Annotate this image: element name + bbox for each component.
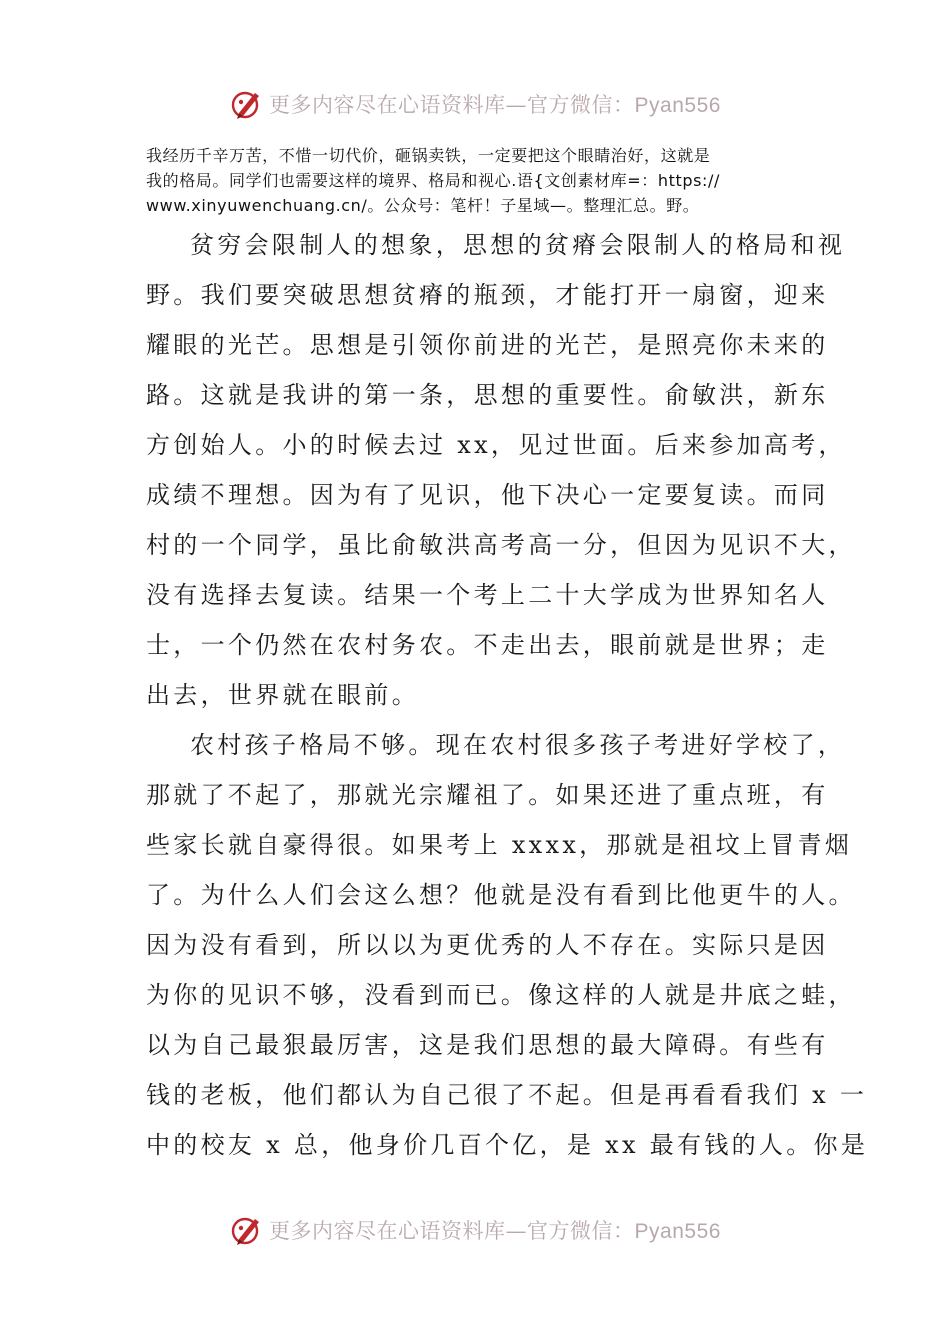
pen-logo-icon [229, 86, 265, 122]
paragraph-1 [146, 220, 856, 720]
text-line: 士，一个仍然在农村务农。不走出去，眼前就是世界；走 [146, 631, 829, 659]
text-line: 出去，世界就在眼前。 [146, 681, 419, 709]
text-line: 因为没有看到，所以以为更优秀的人不存在。实际只是因 [146, 931, 829, 959]
banner-wechat-id: Pyan556 [634, 94, 721, 117]
banner-separator: — [505, 93, 528, 117]
intro-line: www.xinyuwenchuang.cn/。公众号：笔杆！子星域—。整理汇总。野。 [146, 196, 700, 215]
text-line: 以为自己最狠最厉害，这是我们思想的最大障碍。有些有 [146, 1031, 829, 1059]
document-body [146, 220, 869, 1170]
banner-wechat-id: Pyan556 [634, 1220, 721, 1243]
text-line: 那就了不起了，那就光宗耀祖了。如果还进了重点班，有 [146, 781, 829, 809]
text-line: 中的校友 x 总，他身价几百个亿，是 xx 最有钱的人。你是 [146, 1131, 869, 1159]
text-line: 钱的老板，他们都认为自己很了不起。但是再看看我们 x 一 [146, 1081, 868, 1109]
pen-logo-icon [229, 1212, 265, 1248]
header-banner-text [269, 89, 721, 119]
intro-line: 我的格局。同学们也需要这样的境界、格局和视心.语{文创素材库=：https:// [146, 171, 721, 190]
banner-site-name: 更多内容尽在心语资料库 [269, 1219, 506, 1243]
header-banner [0, 84, 950, 124]
text-line: 贫穷会限制人的想象，思想的贫瘠会限制人的格局和视 [190, 231, 846, 259]
text-line: 村的一个同学，虽比俞敏洪高考高一分，但因为见识不大， [146, 531, 856, 559]
footer-banner-text [269, 1215, 721, 1245]
banner-wechat-label: 官方微信： [527, 93, 635, 117]
text-line: 些家长就自豪得很。如果考上 xxxx，那就是祖坟上冒青烟 [146, 831, 853, 859]
banner-separator: — [505, 1219, 528, 1243]
text-line: 成绩不理想。因为有了见识，他下决心一定要复读。而同 [146, 481, 829, 509]
text-line: 耀眼的光芒。思想是引领你前进的光芒，是照亮你未来的 [146, 331, 829, 359]
text-line: 野。我们要突破思想贫瘠的瓶颈，才能打开一扇窗，迎来 [146, 281, 829, 309]
text-line: 方创始人。小的时候去过 xx，见过世面。后来参加高考， [146, 431, 846, 459]
text-line: 为你的见识不够，没看到而已。像这样的人就是井底之蛙， [146, 981, 856, 1009]
text-line: 没有选择去复读。结果一个考上二十大学成为世界知名人 [146, 581, 829, 609]
intro-text [146, 143, 806, 218]
text-line: 了。为什么人们会这么想？他就是没有看到比他更牛的人。 [146, 881, 856, 909]
banner-wechat-label: 官方微信： [527, 1219, 635, 1243]
banner-site-name: 更多内容尽在心语资料库 [269, 93, 506, 117]
text-line: 路。这就是我讲的第一条，思想的重要性。俞敏洪，新东 [146, 381, 829, 409]
footer-banner [0, 1210, 950, 1250]
intro-line: 我经历千辛万苦，不惜一切代价，砸锅卖铁，一定要把这个眼睛治好，这就是 [146, 146, 711, 165]
paragraph-2 [146, 720, 869, 1170]
text-line: 农村孩子格局不够。现在农村很多孩子考进好学校了， [190, 731, 846, 759]
